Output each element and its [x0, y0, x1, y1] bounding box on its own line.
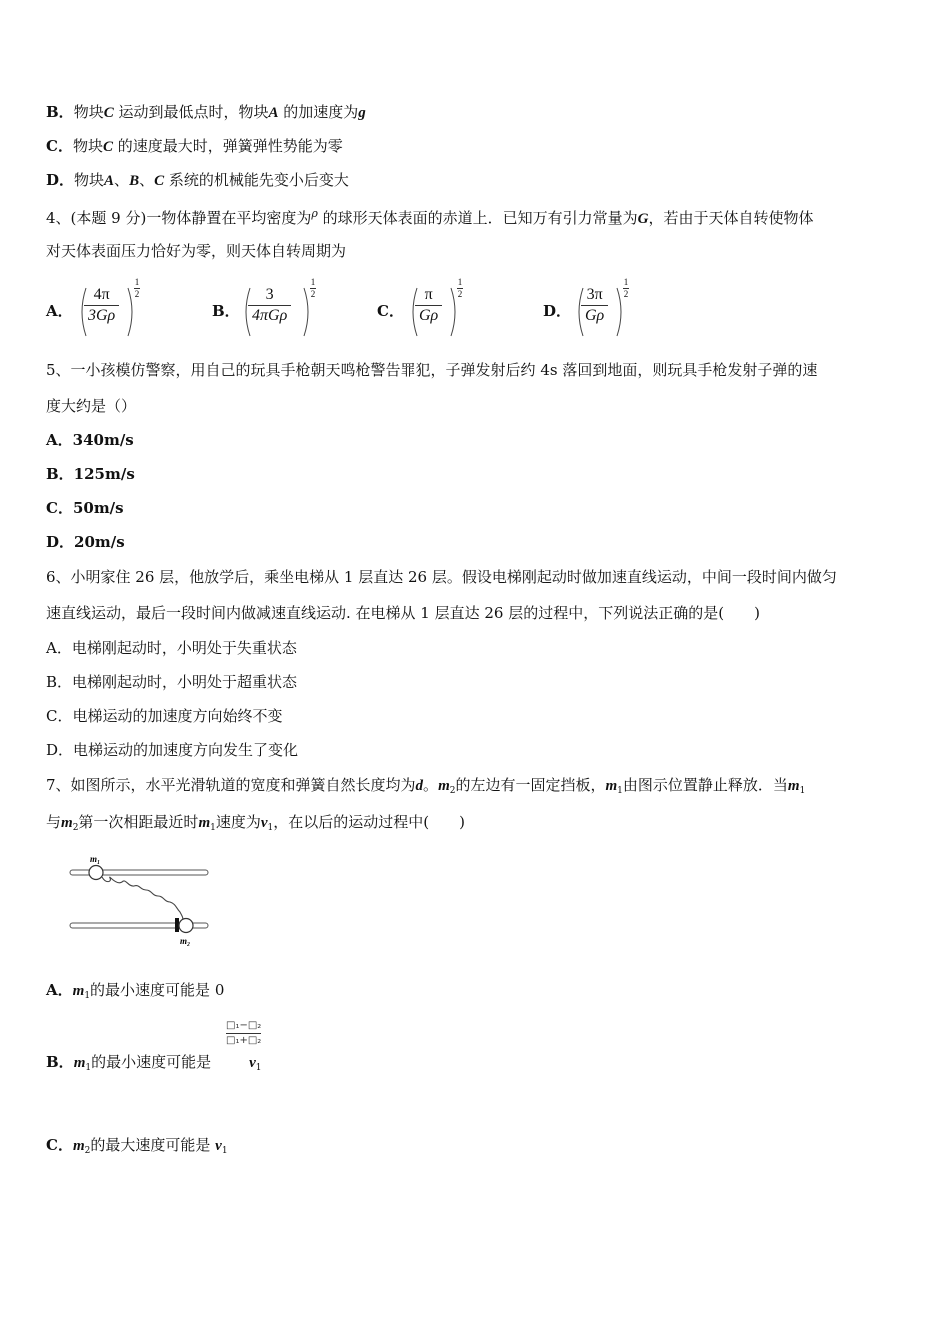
fraction: 3 4πGρ	[248, 286, 291, 325]
q7-stem-line1: 7、如图所示，水平光滑轨道的宽度和弹簧自然长度均为d。$m_2$的左边有一固定挡板，$m_1$由图示位置静止释放．当$m_1$	[46, 776, 806, 796]
fraction: 3π Gρ	[581, 286, 608, 325]
exponent: 1 2	[134, 277, 140, 299]
q6-stem-line1: 6、小明家住 26 层，他放学后，乘坐电梯从 1 层直达 26 层。假设电梯刚起动时做加速直线运动，中间一段时间内做匀	[46, 568, 837, 586]
q5-option-d: D．20m/s	[46, 533, 125, 551]
q7-stem-line2: 与$m_2$第一次相距最近时$m_1$速度为$v_1$，在以后的运动过程中( )	[46, 813, 465, 833]
q6-option-d: D．电梯运动的加速度方向发生了变化	[46, 741, 299, 759]
q4-stem-line2: 对天体表面压力恰好为零，则天体自转周期为	[46, 242, 347, 260]
spring	[102, 877, 183, 922]
q3-option-b: B．物块C 运动到最低点时，物块A 的加速度为g	[46, 103, 366, 121]
q6-option-a: A．电梯刚起动时，小明处于失重状态	[46, 639, 297, 657]
fraction: π Gρ	[415, 286, 442, 325]
q7-option-c: C．$m_2$的最大速度可能是 $v_1$	[46, 1136, 228, 1156]
fraction: 4π 3Gρ	[84, 286, 119, 325]
mass-ratio-fraction: □₁−□₂ □₁+□₂	[226, 1020, 262, 1046]
q5-stem-line2: 度大约是（）	[46, 397, 137, 415]
m2-ball	[179, 919, 193, 933]
exponent: 1 2	[623, 277, 629, 299]
q5-stem-line1: 5、一小孩模仿警察，用自己的玩具手枪朝天鸣枪警告罪犯，子弹发射后约 4s 落回到地面，则玩具手枪发射子弹的速	[46, 361, 818, 379]
q5-option-b: B．125m/s	[46, 465, 135, 483]
q6-option-c: C．电梯运动的加速度方向始终不变	[46, 707, 283, 725]
q7-option-b: B．$m_1$的最小速度可能是 $v_1$	[46, 1053, 262, 1073]
exponent: 1 2	[457, 277, 463, 299]
q5-option-a: A．340m/s	[46, 431, 134, 449]
m1-label: m₁	[90, 854, 101, 864]
q3-option-c: C．物块C 的速度最大时，弹簧弹性势能为零	[46, 137, 343, 155]
stopper-plate	[175, 918, 179, 932]
m1-ball	[89, 866, 103, 880]
q5-option-c: C．50m/s	[46, 499, 124, 517]
q7-option-a: A．$m_1$的最小速度可能是 0	[46, 981, 225, 1001]
q4-stem-line1: 4、(本题 9 分)一物体静置在平均密度为$^\rho$ 的球形天体表面的赤道上．已知万有引力常量为G，若由于天体自转使物体	[46, 207, 814, 227]
exponent: 1 2	[310, 277, 316, 299]
q3-option-d: D．物块A、B、C 系统的机械能先变小后变大	[46, 171, 349, 189]
q6-option-b: B．电梯刚起动时，小明处于超重状态	[46, 673, 298, 691]
q6-stem-line2: 速直线运动，最后一段时间内做减速直线运动. 在电梯从 1 层直达 26 层的过程中，下列说法正确的是( )	[46, 604, 760, 622]
m2-label: m₂	[180, 936, 191, 946]
spring-rails-diagram	[66, 852, 216, 952]
